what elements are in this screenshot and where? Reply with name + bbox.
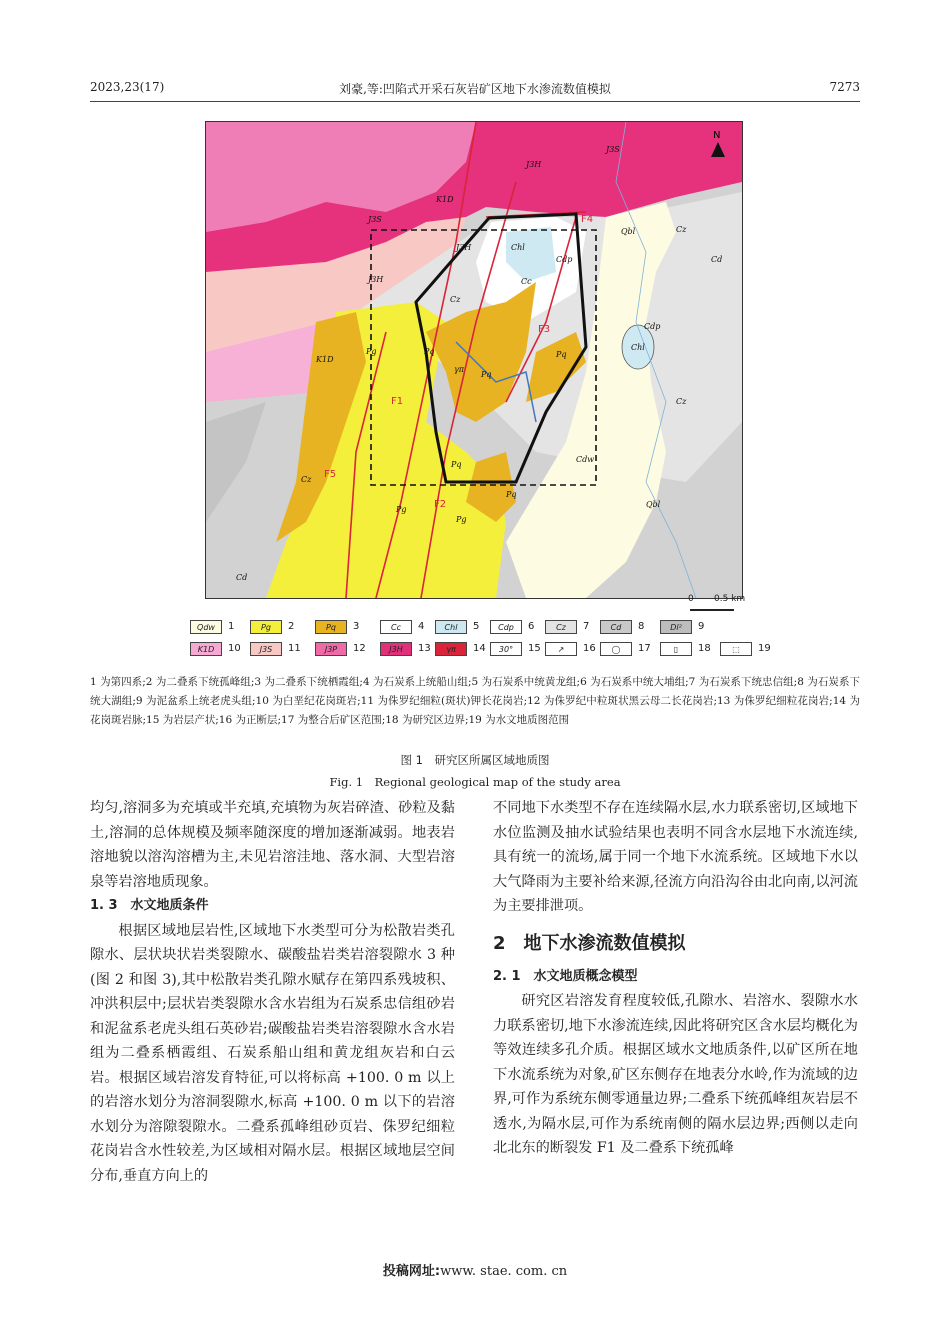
legend-item <box>250 642 308 658</box>
north-label: N <box>713 130 721 141</box>
legend-number: 10 <box>228 643 241 654</box>
journal-issue: 2023,23(17) <box>90 80 165 94</box>
left-column <box>90 796 455 1188</box>
legend-item <box>490 620 548 636</box>
geological-map <box>205 121 743 599</box>
section-heading-2: 2 地下水渗流数值模拟 <box>493 932 686 954</box>
legend-number: 19 <box>758 643 771 654</box>
svg-text:Cc: Cc <box>521 277 532 286</box>
svg-text:J3S: J3S <box>606 145 620 154</box>
legend-swatch: γπ <box>435 642 467 656</box>
svg-text:Pg: Pg <box>396 505 407 514</box>
svg-text:J3H: J3H <box>368 275 384 284</box>
section-heading-1-3: 1. 3 水文地质条件 <box>90 898 209 913</box>
fault-f5-label: F5 <box>324 469 337 480</box>
legend-number: 8 <box>638 621 645 632</box>
legend-number: 3 <box>353 621 360 632</box>
paragraph: 研究区岩溶发育程度较低,孔隙水、岩溶水、裂隙水水力联系密切,地下水渗流连续,因此将研究区含水层均概化为等效连续多孔介质。根据区域水文地质条件,以矿区所在地下水流系统为对象,矿区东侧存在地表分水岭,作为流域的边界,可作为系统东侧零通量边界;二叠系下统孤峰组灰岩层不透水,为隔水层,可作为系统南侧的隔水层边界;西侧以走向北北东的断裂发 F1 及二叠系下统孤峰 <box>493 993 858 1156</box>
fault-f2-label: F2 <box>434 499 447 510</box>
legend-item <box>380 620 438 636</box>
svg-text:Cdp: Cdp <box>556 255 573 264</box>
legend-item <box>720 642 778 658</box>
svg-text:γπ: γπ <box>454 365 465 374</box>
legend-number: 12 <box>353 643 366 654</box>
svg-text:Qbl: Qbl <box>621 227 636 236</box>
svg-text:Qbl: Qbl <box>646 500 661 509</box>
svg-text:Cd: Cd <box>711 255 723 264</box>
footer-label: 投稿网址: <box>382 1264 441 1279</box>
legend-item <box>435 620 493 636</box>
fault-f3-label: F3 <box>538 324 551 335</box>
legend-item <box>490 642 548 658</box>
legend-number: 14 <box>473 643 486 654</box>
fault-f1-label: F1 <box>391 396 404 407</box>
scale-zero: 0 <box>688 594 694 604</box>
legend-swatch: 30° <box>490 642 522 656</box>
legend-number: 5 <box>473 621 480 632</box>
svg-text:Cd: Cd <box>236 573 248 582</box>
legend-number: 13 <box>418 643 431 654</box>
svg-text:K1D: K1D <box>436 195 454 204</box>
section-heading-2-1: 2. 1 水文地质概念模型 <box>493 968 638 984</box>
scale-label: 0.5 km <box>714 594 746 604</box>
svg-text:Chl: Chl <box>511 243 525 252</box>
legend-item <box>315 620 373 636</box>
paragraph: 均匀,溶洞多为充填或半充填,充填物为灰岩碎渣、砂粒及黏土,溶洞的总体规模及频率随深度的增加逐渐减弱。地表岩溶地貌以溶沟溶槽为主,未见岩溶洼地、落水洞、大型岩溶泉等岩溶地质现象。 <box>90 800 455 890</box>
svg-text:Chl: Chl <box>631 343 645 352</box>
legend-number: 16 <box>583 643 596 654</box>
legend-swatch: J3H <box>380 642 412 656</box>
legend-swatch: ↗ <box>545 642 577 656</box>
legend-swatch: K1D <box>190 642 222 656</box>
paragraph: 不同地下水类型不存在连续隔水层,水力联系密切,区域地下水位监测及抽水试验结果也表明不同含水层地下水流连续,具有统一的流场,属于同一个地下水流系统。区域地下水以大气降雨为主要补给来源,径流方向沿沟谷由北向南,以河流为主要排泄项。 <box>493 800 858 914</box>
legend-swatch: J3S <box>250 642 282 656</box>
legend-swatch: Dl² <box>660 620 692 634</box>
map-legend <box>190 620 770 664</box>
footer <box>0 1260 950 1279</box>
article-title-header: 刘豪,等:凹陷式开采石灰岩矿区地下水渗流数值模拟 <box>339 82 611 96</box>
legend-item <box>380 642 438 658</box>
legend-number: 11 <box>288 643 301 654</box>
legend-number: 17 <box>638 643 651 654</box>
legend-number: 2 <box>288 621 295 632</box>
legend-swatch: J3P <box>315 642 347 656</box>
legend-caption: 1 为第四系;2 为二叠系下统孤峰组;3 为二叠系下统栖霞组;4 为石炭系上统船山组;5 为石炭系中统黄龙组;6 为石炭系中统大埔组;7 为石炭系下统忠信组;8 为石炭系下统大湖组;9 为泥盆系上统老虎头组;10 为白垩纪花岗斑岩;11 为侏罗纪细粒(斑状)钾长花岗岩;12 为侏罗纪中粒斑状黑云母二长花岗岩;13 为侏罗纪细粒花岗岩;14 为花岗斑岩脉;15 为岩层产状;16 为正断层;17 为整合后矿区范围;18 为研究区边界;19 为水文地质图范围 <box>90 676 860 726</box>
svg-text:J3S: J3S <box>368 215 382 224</box>
svg-text:Pq: Pq <box>506 490 517 499</box>
legend-swatch: ▯ <box>660 642 692 656</box>
running-header <box>90 80 860 100</box>
figure-title-en: Fig. 1 Regional geological map of the study area <box>329 775 621 789</box>
svg-text:K1D: K1D <box>316 355 334 364</box>
legend-item <box>190 620 248 636</box>
page-number: 7273 <box>829 80 860 94</box>
legend-swatch: ◯ <box>600 642 632 656</box>
legend-swatch: ⬚ <box>720 642 752 656</box>
svg-text:J3H: J3H <box>526 160 542 169</box>
header-rule <box>90 101 860 102</box>
footer-url: www. stae. com. cn <box>440 1264 568 1279</box>
right-column <box>493 796 858 1161</box>
fault-f4-label: F4 <box>581 214 594 225</box>
legend-item <box>660 642 718 658</box>
svg-text:Cz: Cz <box>450 295 461 304</box>
legend-swatch: Qdw <box>190 620 222 634</box>
legend-number: 4 <box>418 621 425 632</box>
legend-swatch: Pq <box>315 620 347 634</box>
legend-number: 7 <box>583 621 590 632</box>
svg-text:Pg: Pg <box>456 515 467 524</box>
svg-text:Cz: Cz <box>676 397 687 406</box>
legend-item <box>545 642 603 658</box>
svg-text:Pq: Pq <box>481 370 492 379</box>
legend-swatch: Pg <box>250 620 282 634</box>
scale-bar <box>690 609 734 611</box>
legend-item <box>660 620 718 636</box>
svg-text:Cdw: Cdw <box>576 455 595 464</box>
svg-text:Cz: Cz <box>676 225 687 234</box>
legend-item <box>545 620 603 636</box>
legend-swatch: Cz <box>545 620 577 634</box>
legend-number: 6 <box>528 621 535 632</box>
legend-number: 18 <box>698 643 711 654</box>
legend-swatch: Chl <box>435 620 467 634</box>
legend-item <box>600 620 658 636</box>
svg-text:Cz: Cz <box>301 475 312 484</box>
figure-title-cn: 图 1 研究区所属区域地质图 <box>400 753 550 767</box>
svg-text:Pq: Pq <box>556 350 567 359</box>
legend-item <box>315 642 373 658</box>
legend-number: 9 <box>698 621 705 632</box>
svg-text:J3H: J3H <box>456 243 472 252</box>
legend-number: 1 <box>228 621 235 632</box>
legend-swatch: Cc <box>380 620 412 634</box>
legend-number: 15 <box>528 643 541 654</box>
paragraph: 根据区域地层岩性,区域地下水类型可分为松散岩类孔隙水、层状块状岩类裂隙水、碳酸盐岩类岩溶裂隙水 3 种(图 2 和图 3),其中松散岩类孔隙水赋存在第四系残坡积、冲洪积层中;层状岩类裂隙水含水岩组为石炭系忠信组砂岩和泥盆系老虎头组石英砂岩;碳酸盐岩类岩溶裂隙水含水岩组为二叠系栖霞组、石炭系船山组和黄龙组灰岩和白云岩。根据区域岩溶发育特征,可以将标高 +100. 0 m 以上的岩溶水划分为溶洞裂隙水,标高 +100. 0 m 以下的岩溶水划分为溶隙裂隙水。二叠系孤峰组砂页岩、侏罗纪细粒花岗岩含水性较差,为区域相对隔水层。根据区域地层空间分布,垂直方向上的 <box>90 922 455 1184</box>
legend-swatch: Cd <box>600 620 632 634</box>
legend-item <box>250 620 308 636</box>
svg-text:Pq: Pq <box>424 347 435 356</box>
svg-text:Pq: Pq <box>451 460 462 469</box>
legend-item <box>435 642 493 658</box>
legend-item <box>190 642 248 658</box>
legend-item <box>600 642 658 658</box>
legend-swatch: Cdp <box>490 620 522 634</box>
svg-text:Cdp: Cdp <box>644 322 661 331</box>
svg-text:Pg: Pg <box>366 347 377 356</box>
